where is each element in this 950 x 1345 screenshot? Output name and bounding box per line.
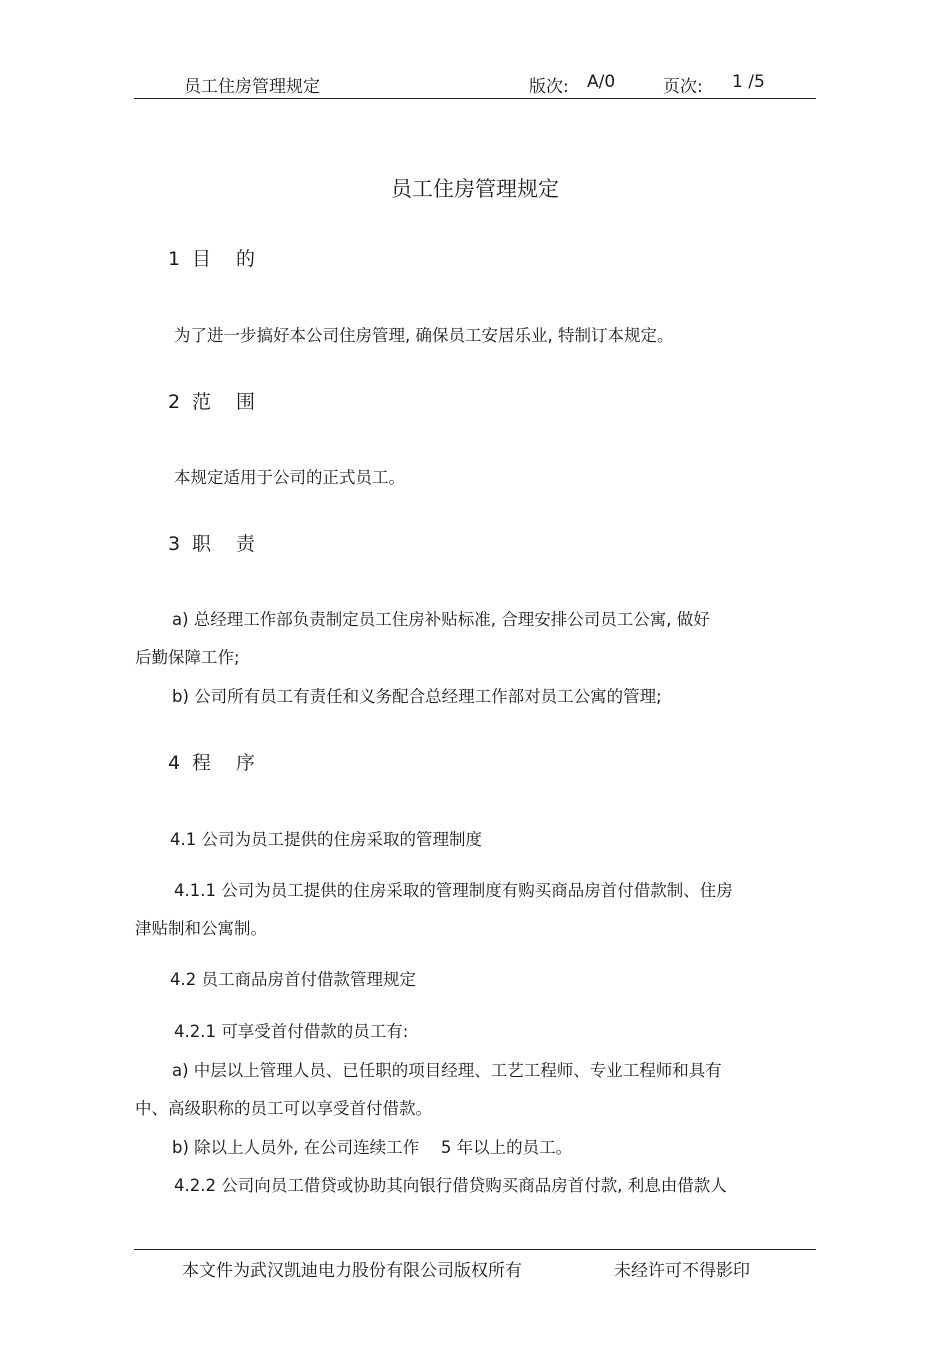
- header-version-value: A/0: [587, 72, 616, 92]
- section-title-char: 序: [236, 752, 256, 774]
- section-title-char: 职: [192, 533, 212, 555]
- clause-4-2-1: 4.2.1 可享受首付借款的员工有:: [174, 1022, 409, 1041]
- section-heading-purpose: [168, 244, 255, 271]
- duty-a-line1: a) 总经理工作部负责制定员工住房补贴标准, 合理安排公司员工公寓, 做好: [172, 610, 710, 629]
- section-title-char: 目: [192, 248, 212, 270]
- section-heading-scope: [168, 387, 255, 414]
- subsection-4-1: 4.1 公司为员工提供的住房采取的管理制度: [170, 830, 482, 849]
- section-number: 1: [168, 248, 181, 270]
- duty-a-line2: 后勤保障工作;: [135, 648, 240, 667]
- clause-4-1-1-line2: 津贴制和公寓制。: [135, 919, 267, 938]
- header-page-value: 1 /5: [732, 72, 765, 92]
- section-title-char: 的: [236, 248, 256, 270]
- clause-4-2-1-a-line1: a) 中层以上管理人员、已任职的项目经理、工艺工程师、专业工程师和具有: [172, 1061, 722, 1080]
- clause-4-2-1-a-line2: 中、高级职称的员工可以享受首付借款。: [135, 1099, 432, 1118]
- header-page-label: 页次:: [663, 77, 703, 97]
- section-number: 4: [168, 752, 181, 774]
- section-heading-procedure: [168, 748, 255, 775]
- section-title-char: 程: [192, 752, 212, 774]
- section-number: 2: [168, 391, 181, 413]
- clause-4-1-1-line1: 4.1.1 公司为员工提供的住房采取的管理制度有购买商品房首付借款制、住房: [174, 881, 733, 900]
- header-doc-title: 员工住房管理规定: [184, 77, 320, 97]
- section-number: 3: [168, 533, 181, 555]
- header-rule: [134, 98, 816, 99]
- subsection-4-2: 4.2 员工商品房首付借款管理规定: [170, 970, 416, 989]
- scope-paragraph: 本规定适用于公司的正式员工。: [174, 468, 405, 487]
- footer-rule: [134, 1249, 816, 1250]
- purpose-paragraph: 为了进一步搞好本公司住房管理, 确保员工安居乐业, 特制订本规定。: [174, 326, 674, 345]
- section-title-char: 责: [236, 533, 256, 555]
- page-title: 员工住房管理规定: [391, 177, 559, 201]
- footer-copyright: 本文件为武汉凯迪电力股份有限公司版权所有: [182, 1261, 522, 1281]
- duty-b: b) 公司所有员工有责任和义务配合总经理工作部对员工公寓的管理;: [172, 687, 662, 706]
- section-title-char: 范: [192, 391, 212, 413]
- footer-notice: 未经许可不得影印: [614, 1261, 750, 1281]
- header-version-label: 版次:: [529, 77, 569, 97]
- clause-4-2-2: 4.2.2 公司向员工借贷或协助其向银行借贷购买商品房首付款, 利息由借款人: [174, 1176, 727, 1195]
- section-heading-duties: [168, 529, 255, 556]
- section-title-char: 围: [236, 391, 256, 413]
- clause-4-2-1-b: b) 除以上人员外, 在公司连续工作 5 年以上的员工。: [172, 1138, 573, 1157]
